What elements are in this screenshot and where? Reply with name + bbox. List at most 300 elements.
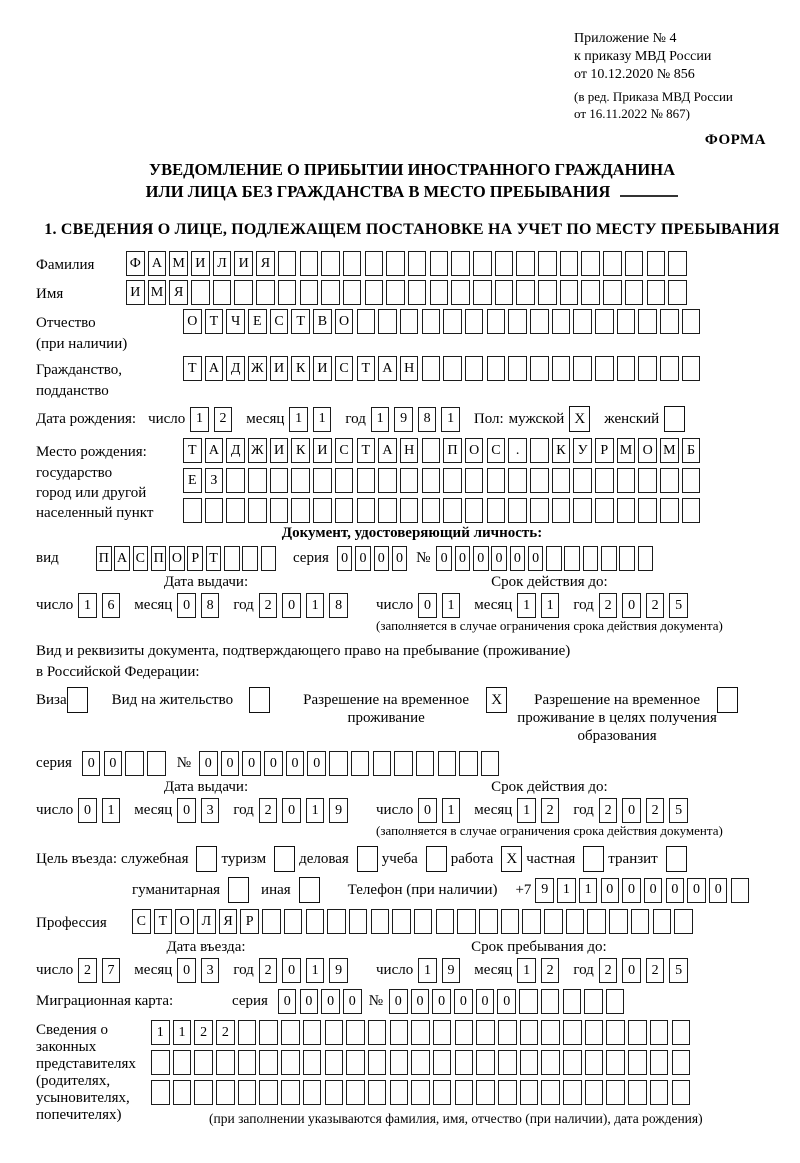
char-cell[interactable] [259,1080,278,1105]
char-cell[interactable]: Л [197,909,216,934]
char-cell[interactable]: 2 [259,798,278,823]
char-cell[interactable]: 2 [214,407,233,432]
char-cell[interactable] [638,356,657,381]
char-cell[interactable] [422,468,441,493]
char-cell[interactable]: 1 [442,798,461,823]
char-cell[interactable]: 0 [436,546,452,571]
char-cell[interactable] [411,1020,430,1045]
char-cell[interactable] [530,438,549,463]
char-cell[interactable]: 0 [622,878,641,903]
char-cell[interactable] [270,468,289,493]
char-cell[interactable] [238,1080,257,1105]
char-cell[interactable]: 0 [177,593,196,618]
char-cell[interactable] [653,909,672,934]
char-cell[interactable]: 1 [418,958,437,983]
char-cell[interactable] [392,909,411,934]
char-cell[interactable] [584,989,603,1014]
char-cell[interactable] [606,989,625,1014]
char-cell[interactable] [455,1050,474,1075]
char-cell[interactable] [476,1050,495,1075]
char-cell[interactable] [335,498,354,523]
char-cell[interactable] [261,546,277,571]
char-cell[interactable]: А [148,251,167,276]
char-cell[interactable] [256,280,275,305]
char-cell[interactable] [631,909,650,934]
char-cell[interactable]: 0 [622,798,641,823]
char-cell[interactable]: 8 [418,407,437,432]
purpose-study-checkbox[interactable] [426,846,447,872]
char-cell[interactable] [349,909,368,934]
char-cell[interactable]: 2 [599,958,618,983]
char-cell[interactable] [530,356,549,381]
char-cell[interactable] [495,251,514,276]
char-cell[interactable] [234,280,253,305]
char-cell[interactable] [638,498,657,523]
char-cell[interactable] [278,251,297,276]
char-cell[interactable]: 2 [646,798,665,823]
char-cell[interactable] [451,280,470,305]
char-cell[interactable] [560,280,579,305]
char-cell[interactable]: 0 [282,798,301,823]
char-cell[interactable] [498,1020,517,1045]
char-cell[interactable]: 9 [329,958,348,983]
char-cell[interactable]: Е [183,468,202,493]
char-cell[interactable]: 1 [306,593,325,618]
char-cell[interactable]: 9 [329,798,348,823]
char-cell[interactable]: 0 [622,958,641,983]
char-cell[interactable]: 0 [473,546,489,571]
char-cell[interactable] [476,1080,495,1105]
char-cell[interactable]: 0 [418,593,437,618]
char-cell[interactable] [411,1080,430,1105]
char-cell[interactable] [563,989,582,1014]
char-cell[interactable] [368,1020,387,1045]
char-cell[interactable] [516,280,535,305]
char-cell[interactable]: . [508,438,527,463]
char-cell[interactable]: 0 [411,989,430,1014]
char-cell[interactable] [552,309,571,334]
char-cell[interactable] [617,309,636,334]
char-cell[interactable]: Б [682,438,701,463]
char-cell[interactable]: 1 [306,798,325,823]
char-cell[interactable] [411,1050,430,1075]
char-cell[interactable] [281,1050,300,1075]
char-cell[interactable] [433,1050,452,1075]
char-cell[interactable] [672,1050,691,1075]
char-cell[interactable] [520,1080,539,1105]
char-cell[interactable] [438,751,457,776]
char-cell[interactable] [530,498,549,523]
char-cell[interactable] [508,498,527,523]
char-cell[interactable]: Я [169,280,188,305]
char-cell[interactable] [443,356,462,381]
char-cell[interactable] [125,751,144,776]
char-cell[interactable] [151,1050,170,1075]
char-cell[interactable]: 0 [644,878,663,903]
char-cell[interactable] [628,1050,647,1075]
char-cell[interactable] [647,251,666,276]
char-cell[interactable]: 1 [541,593,560,618]
char-cell[interactable] [541,989,560,1014]
char-cell[interactable] [682,468,701,493]
char-cell[interactable]: О [183,309,202,334]
char-cell[interactable]: М [660,438,679,463]
char-cell[interactable] [457,909,476,934]
char-cell[interactable] [552,356,571,381]
char-cell[interactable] [430,251,449,276]
study-residence-checkbox[interactable] [717,687,738,713]
char-cell[interactable] [674,909,693,934]
char-cell[interactable] [329,751,348,776]
char-cell[interactable] [501,909,520,934]
char-cell[interactable]: 0 [666,878,685,903]
char-cell[interactable]: Д [226,438,245,463]
char-cell[interactable]: Ч [226,309,245,334]
char-cell[interactable] [248,468,267,493]
char-cell[interactable]: М [148,280,167,305]
char-cell[interactable] [563,1050,582,1075]
char-cell[interactable]: Е [248,309,267,334]
purpose-humanitarian-checkbox[interactable] [228,877,249,903]
char-cell[interactable]: Н [400,356,419,381]
char-cell[interactable]: И [234,251,253,276]
male-checkbox[interactable]: X [569,406,590,432]
char-cell[interactable]: 2 [646,593,665,618]
char-cell[interactable] [628,1080,647,1105]
char-cell[interactable] [541,1020,560,1045]
char-cell[interactable]: 0 [82,751,101,776]
char-cell[interactable] [668,280,687,305]
char-cell[interactable]: П [151,546,167,571]
purpose-private-checkbox[interactable] [583,846,604,872]
char-cell[interactable]: 2 [78,958,97,983]
char-cell[interactable] [595,498,614,523]
char-cell[interactable] [346,1020,365,1045]
char-cell[interactable] [585,1020,604,1045]
char-cell[interactable] [520,1050,539,1075]
char-cell[interactable]: 0 [709,878,728,903]
char-cell[interactable] [508,468,527,493]
char-cell[interactable] [660,309,679,334]
char-cell[interactable] [538,280,557,305]
char-cell[interactable] [487,309,506,334]
char-cell[interactable] [422,498,441,523]
char-cell[interactable] [303,1080,322,1105]
char-cell[interactable]: 3 [201,958,220,983]
char-cell[interactable] [552,498,571,523]
char-cell[interactable]: 2 [259,958,278,983]
char-cell[interactable]: 1 [517,593,536,618]
char-cell[interactable]: 2 [259,593,278,618]
char-cell[interactable] [473,251,492,276]
char-cell[interactable] [433,1020,452,1045]
char-cell[interactable]: 0 [418,798,437,823]
char-cell[interactable]: А [378,438,397,463]
char-cell[interactable] [394,751,413,776]
char-cell[interactable] [400,498,419,523]
char-cell[interactable] [560,251,579,276]
char-cell[interactable]: 0 [282,593,301,618]
char-cell[interactable] [400,468,419,493]
char-cell[interactable] [682,498,701,523]
char-cell[interactable] [650,1020,669,1045]
char-cell[interactable] [300,280,319,305]
visa-checkbox[interactable] [67,687,88,713]
char-cell[interactable]: Т [357,438,376,463]
char-cell[interactable] [368,1080,387,1105]
char-cell[interactable]: 0 [177,958,196,983]
char-cell[interactable]: А [205,356,224,381]
char-cell[interactable]: 0 [104,751,123,776]
char-cell[interactable]: С [335,356,354,381]
char-cell[interactable]: Р [240,909,259,934]
char-cell[interactable]: А [205,438,224,463]
char-cell[interactable]: Т [205,309,224,334]
char-cell[interactable] [479,909,498,934]
char-cell[interactable]: 3 [201,798,220,823]
female-checkbox[interactable] [664,406,685,432]
char-cell[interactable]: О [175,909,194,934]
char-cell[interactable]: Ж [248,438,267,463]
char-cell[interactable] [563,1080,582,1105]
char-cell[interactable]: И [313,438,332,463]
char-cell[interactable]: 0 [337,546,353,571]
char-cell[interactable] [530,309,549,334]
char-cell[interactable] [365,280,384,305]
char-cell[interactable] [498,1050,517,1075]
char-cell[interactable]: И [270,438,289,463]
char-cell[interactable]: О [169,546,185,571]
char-cell[interactable]: 0 [177,798,196,823]
char-cell[interactable]: 2 [541,958,560,983]
char-cell[interactable]: 0 [278,989,297,1014]
char-cell[interactable] [303,1020,322,1045]
char-cell[interactable] [487,498,506,523]
char-cell[interactable]: 0 [528,546,544,571]
char-cell[interactable] [660,498,679,523]
char-cell[interactable]: 0 [282,958,301,983]
char-cell[interactable] [346,1050,365,1075]
char-cell[interactable]: С [335,438,354,463]
char-cell[interactable] [573,498,592,523]
char-cell[interactable] [378,498,397,523]
char-cell[interactable]: 0 [286,751,305,776]
char-cell[interactable]: 1 [173,1020,192,1045]
char-cell[interactable] [455,1020,474,1045]
char-cell[interactable]: Т [206,546,222,571]
char-cell[interactable] [173,1080,192,1105]
purpose-tourism-checkbox[interactable] [274,846,295,872]
char-cell[interactable] [390,1050,409,1075]
char-cell[interactable] [270,498,289,523]
char-cell[interactable] [647,280,666,305]
purpose-work-checkbox[interactable]: X [501,846,522,872]
char-cell[interactable] [436,909,455,934]
char-cell[interactable] [731,878,750,903]
char-cell[interactable] [619,546,635,571]
char-cell[interactable]: С [132,909,151,934]
char-cell[interactable] [606,1020,625,1045]
char-cell[interactable] [414,909,433,934]
char-cell[interactable] [660,356,679,381]
char-cell[interactable] [465,356,484,381]
char-cell[interactable] [216,1080,235,1105]
char-cell[interactable]: О [638,438,657,463]
char-cell[interactable]: 0 [343,989,362,1014]
char-cell[interactable] [603,251,622,276]
char-cell[interactable]: 0 [307,751,326,776]
char-cell[interactable] [325,1020,344,1045]
char-cell[interactable] [259,1050,278,1075]
residence-permit-checkbox[interactable] [249,687,270,713]
char-cell[interactable]: К [291,356,310,381]
char-cell[interactable]: 0 [355,546,371,571]
char-cell[interactable] [495,280,514,305]
char-cell[interactable] [173,1050,192,1075]
char-cell[interactable] [443,498,462,523]
char-cell[interactable]: 1 [441,407,460,432]
char-cell[interactable]: Ф [126,251,145,276]
char-cell[interactable]: Ж [248,356,267,381]
char-cell[interactable]: 1 [190,407,209,432]
char-cell[interactable]: 0 [491,546,507,571]
char-cell[interactable] [581,251,600,276]
char-cell[interactable] [682,309,701,334]
char-cell[interactable] [291,468,310,493]
char-cell[interactable] [357,498,376,523]
char-cell[interactable]: 0 [78,798,97,823]
char-cell[interactable] [365,251,384,276]
char-cell[interactable]: Л [213,251,232,276]
char-cell[interactable] [668,251,687,276]
char-cell[interactable]: О [465,438,484,463]
char-cell[interactable] [606,1080,625,1105]
char-cell[interactable] [508,309,527,334]
temp-residence-checkbox[interactable]: X [486,687,507,713]
char-cell[interactable]: Р [187,546,203,571]
char-cell[interactable] [303,1050,322,1075]
char-cell[interactable]: И [270,356,289,381]
char-cell[interactable] [638,468,657,493]
char-cell[interactable]: 0 [392,546,408,571]
char-cell[interactable] [603,280,622,305]
purpose-other-checkbox[interactable] [299,877,320,903]
char-cell[interactable] [544,909,563,934]
char-cell[interactable] [262,909,281,934]
char-cell[interactable] [595,309,614,334]
char-cell[interactable] [573,356,592,381]
char-cell[interactable] [522,909,541,934]
char-cell[interactable] [205,498,224,523]
char-cell[interactable]: О [335,309,354,334]
char-cell[interactable]: 0 [601,878,620,903]
char-cell[interactable]: 0 [510,546,526,571]
char-cell[interactable] [487,356,506,381]
char-cell[interactable] [368,1050,387,1075]
char-cell[interactable] [672,1020,691,1045]
char-cell[interactable]: 1 [78,593,97,618]
char-cell[interactable]: 7 [102,958,121,983]
char-cell[interactable]: Н [400,438,419,463]
char-cell[interactable]: 0 [321,989,340,1014]
char-cell[interactable]: М [169,251,188,276]
char-cell[interactable]: И [126,280,145,305]
char-cell[interactable] [516,251,535,276]
char-cell[interactable]: М [617,438,636,463]
char-cell[interactable] [583,546,599,571]
char-cell[interactable] [390,1080,409,1105]
char-cell[interactable] [400,309,419,334]
char-cell[interactable]: 2 [599,593,618,618]
char-cell[interactable] [343,251,362,276]
char-cell[interactable] [451,251,470,276]
char-cell[interactable] [625,280,644,305]
char-cell[interactable] [585,1080,604,1105]
char-cell[interactable] [530,468,549,493]
char-cell[interactable] [617,498,636,523]
char-cell[interactable] [386,280,405,305]
char-cell[interactable] [422,309,441,334]
char-cell[interactable]: Р [595,438,614,463]
char-cell[interactable] [538,251,557,276]
char-cell[interactable]: 5 [669,798,688,823]
char-cell[interactable]: 2 [216,1020,235,1045]
char-cell[interactable] [573,468,592,493]
char-cell[interactable]: 0 [389,989,408,1014]
char-cell[interactable] [321,280,340,305]
char-cell[interactable] [291,498,310,523]
char-cell[interactable] [151,1080,170,1105]
char-cell[interactable] [408,251,427,276]
char-cell[interactable] [638,309,657,334]
char-cell[interactable]: С [487,438,506,463]
char-cell[interactable] [443,468,462,493]
char-cell[interactable]: 1 [579,878,598,903]
char-cell[interactable]: З [205,468,224,493]
char-cell[interactable]: Я [256,251,275,276]
char-cell[interactable] [422,438,441,463]
char-cell[interactable]: 0 [242,751,261,776]
char-cell[interactable] [313,468,332,493]
char-cell[interactable] [259,1020,278,1045]
char-cell[interactable] [306,909,325,934]
char-cell[interactable]: 1 [313,407,332,432]
char-cell[interactable]: 5 [669,958,688,983]
char-cell[interactable]: 8 [329,593,348,618]
char-cell[interactable]: 2 [599,798,618,823]
char-cell[interactable] [238,1050,257,1075]
char-cell[interactable]: Т [291,309,310,334]
char-cell[interactable] [226,468,245,493]
char-cell[interactable]: 0 [264,751,283,776]
char-cell[interactable] [443,309,462,334]
char-cell[interactable] [650,1080,669,1105]
char-cell[interactable] [408,280,427,305]
char-cell[interactable] [587,909,606,934]
char-cell[interactable]: 0 [476,989,495,1014]
char-cell[interactable]: 0 [455,546,471,571]
char-cell[interactable]: 0 [622,593,641,618]
char-cell[interactable] [541,1050,560,1075]
char-cell[interactable] [390,1020,409,1045]
char-cell[interactable] [617,356,636,381]
char-cell[interactable] [465,309,484,334]
char-cell[interactable] [386,251,405,276]
char-cell[interactable]: 2 [194,1020,213,1045]
char-cell[interactable] [617,468,636,493]
purpose-transit-checkbox[interactable] [666,846,687,872]
char-cell[interactable] [585,1050,604,1075]
